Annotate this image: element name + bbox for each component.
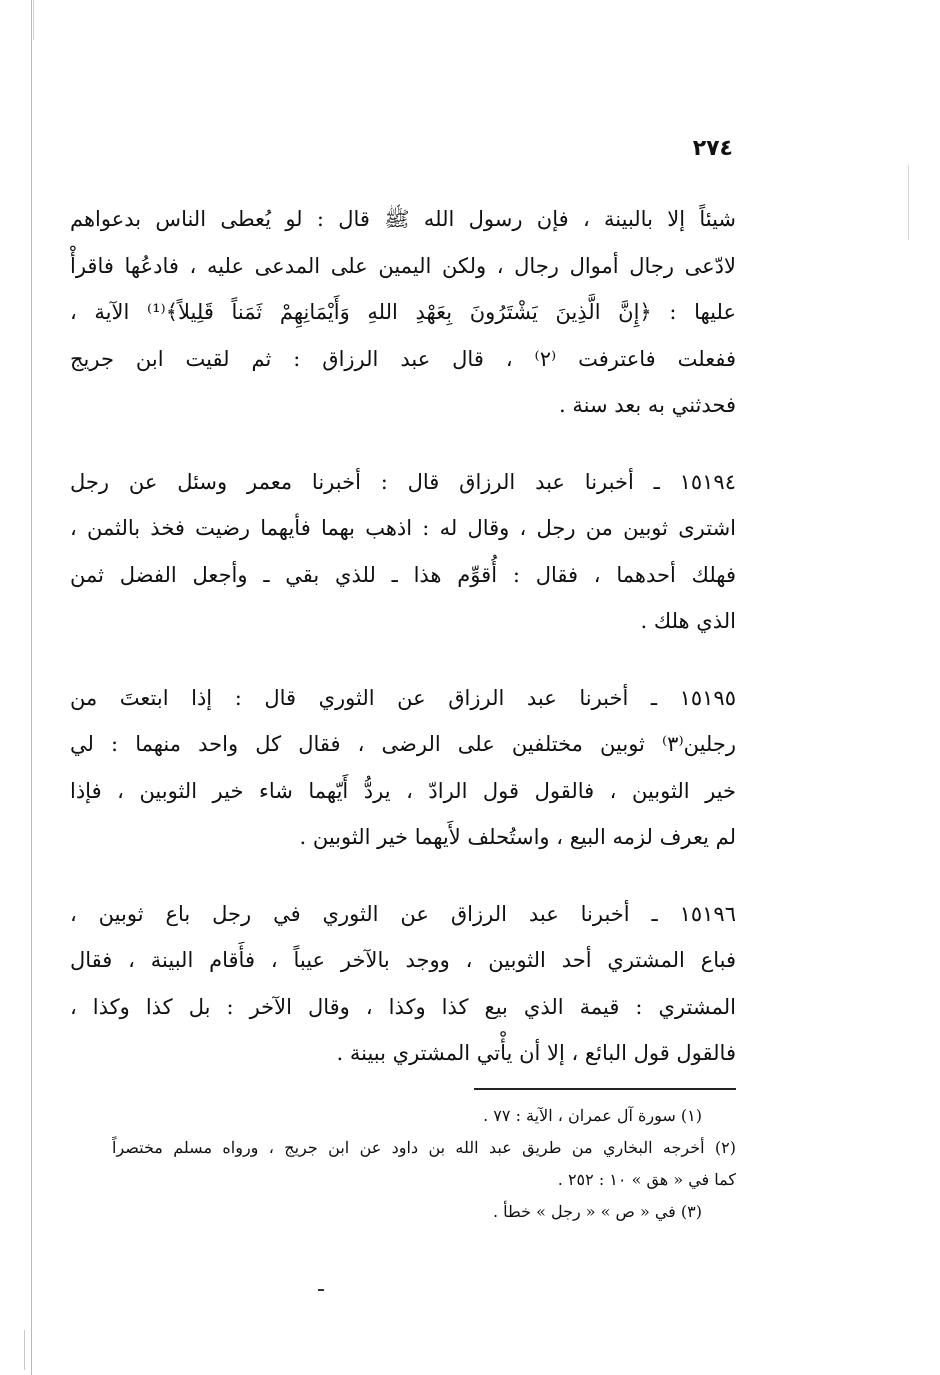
margin-mark (908, 165, 909, 240)
paragraph-gap (70, 429, 736, 459)
text-line: اشترى ثوبين من رجل ، وقال له : اذهب بهما فأيهما رضيت فخذ بالثمن ، (70, 516, 736, 540)
text-line: فهلك أحدهما ، فقال : أُقوِّم هذا ـ للذي بقي ـ وأجعل الفضل ثمن (70, 562, 736, 587)
text-line: فباع المشتري أحد الثوبين ، ووجد بالآخر عيباً ، فأَقام البينة ، فقال (70, 948, 736, 972)
paragraph-15196 (70, 891, 736, 1077)
text-line: رجلين⁽٣⁾ ثوبين مختلفين على الرضى ، فقال كل واحد منهما : لي (70, 732, 736, 756)
paragraph-15195 (70, 675, 736, 861)
text-line: المشتري : قيمة الذي بيع كذا وكذا ، وقال الآخر : بل كذا وكذا ، (70, 994, 736, 1019)
text-line: شيئاً إلا بالبينة ، فإن رسول الله ﷺ قال : لو يُعطى الناس بدعواهم (70, 207, 736, 231)
text-line: ففعلت فاعترفت ⁽٢⁾ ، قال عبد الرزاق : ثم لقيت ابن جريج (70, 346, 736, 371)
paragraph-hadith-intro (70, 196, 736, 429)
footnote-separator (474, 1088, 736, 1090)
footnote-3: (٣) في « ص » « رجل » خطأ . (492, 1202, 702, 1221)
page-edge-mark-top (33, 0, 34, 40)
text-line: عليها : ﴿إِنَّ الَّذِينَ يَشْتَرُونَ بِعَهْدِ اللهِ وَأَيْمَانِهِمْ ثَمَناً قَلِيلاً﴾⁽¹⁾ الآية ، (70, 300, 736, 324)
paragraph-15194 (70, 459, 736, 645)
page-number: ٢٧٤ (692, 136, 733, 161)
main-text (70, 196, 736, 1077)
footnote-1: (١) سورة آل عمران ، الآية : ٧٧ . (483, 1106, 702, 1125)
text-line: فالقول قول البائع ، إلا أن يأْتي المشتري ببينة . (336, 1041, 736, 1065)
footnotes (112, 1100, 736, 1228)
footnote-2: (٢) أخرجه البخاري من طريق عبد الله بن داود عن ابن جريج ، ورواه مسلم مختصراً (112, 1138, 736, 1157)
text-line: خير الثوبين ، فالقول قول الرادّ ، يردُّ أَيّهما شاء خير الثوبين ، فإذا (70, 778, 736, 803)
text-line: ١٥١٩٦ ـ أخبرنا عبد الرزاق عن الثوري في رجل باع ثوبين ، (70, 901, 736, 926)
text-line: ١٥١٩٥ ـ أخبرنا عبد الرزاق عن الثوري قال : إذا ابتعتَ من (70, 685, 736, 710)
footnote-2-continued: كما في « هق » ١٠ : ٢٥٢ . (557, 1170, 736, 1189)
paragraph-gap (70, 645, 736, 675)
paragraph-gap (70, 861, 736, 891)
text-line: ١٥١٩٤ ـ أخبرنا عبد الرزاق قال : أخبرنا معمر وسئل عن رجل (70, 469, 736, 494)
stray-mark (318, 1289, 324, 1291)
page-edge-line (31, 0, 32, 1375)
text-line: لم يعرف لزمه البيع ، واستُحلف لأَيهما خير الثوبين . (299, 825, 736, 849)
page-edge-mark-bottom (24, 1330, 25, 1370)
text-line: الذي هلك . (640, 609, 736, 633)
text-line: لادّعى رجال أموال رجال ، ولكن اليمين على المدعى عليه ، فادعُها فاقرأْ (70, 253, 736, 278)
text-line: فحدثني به بعد سنة . (559, 393, 736, 417)
